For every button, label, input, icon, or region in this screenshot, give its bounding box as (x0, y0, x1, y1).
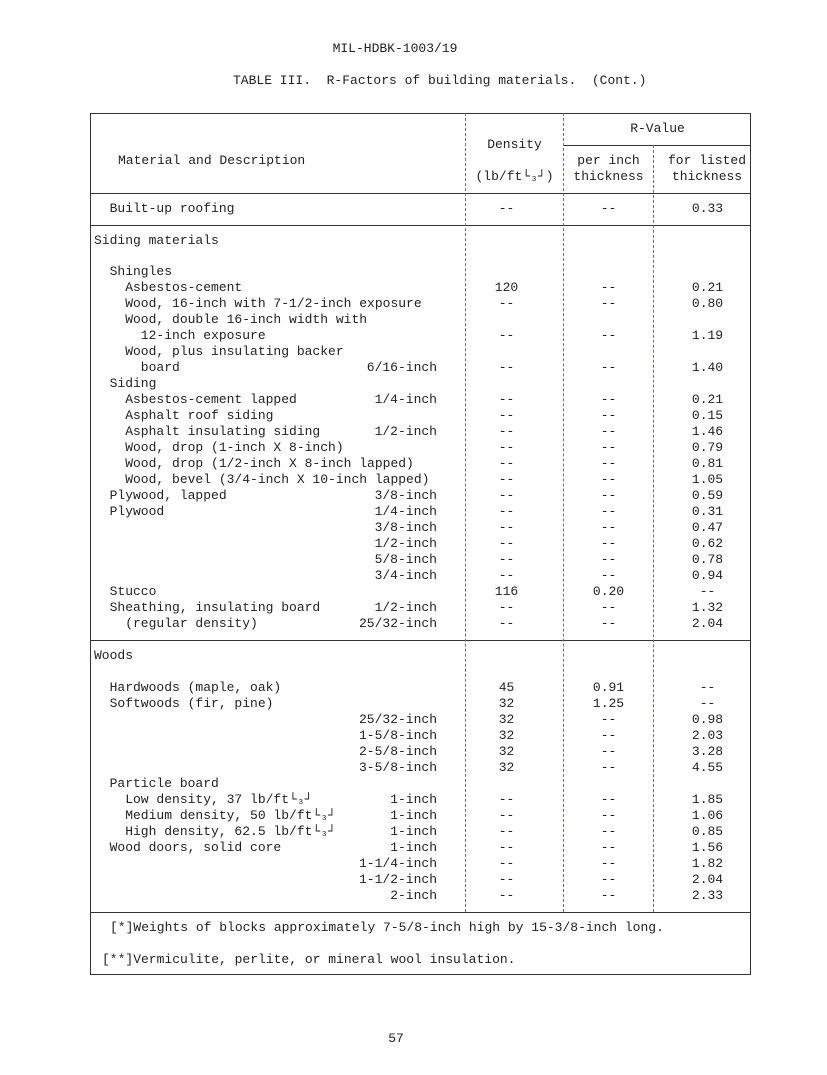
row-per-inch: -- (600, 568, 617, 583)
row-per-inch: -- (600, 712, 617, 727)
row-thickness: 1-inch (390, 824, 437, 839)
row-thickness: 1-1/2-inch (358, 872, 437, 887)
row-per-inch: -- (600, 808, 617, 823)
row-for-listed: 0.62 (691, 536, 724, 551)
row-description: Asphalt insulating siding (94, 424, 321, 439)
row-description: Wood, 16-inch with 7-1/2-inch exposure (94, 296, 422, 311)
row-density: -- (498, 536, 515, 551)
row-description: Built-up roofing (94, 201, 235, 216)
row-description: (regular density) (94, 616, 258, 631)
row-thickness: 3/8-inch (374, 488, 437, 503)
row-for-listed: 2.04 (691, 616, 724, 631)
row-density: -- (498, 520, 515, 535)
header-density-unit: (lb/ft└₃┘) (475, 169, 554, 184)
row-per-inch: -- (600, 456, 617, 471)
row-thickness: 1/2-inch (374, 600, 437, 615)
row-thickness: 1/4-inch (374, 504, 437, 519)
row-thickness: 5/8-inch (374, 552, 437, 567)
row-density: -- (498, 840, 515, 855)
row-description: Particle board (94, 776, 219, 791)
row-density: 32 (498, 712, 515, 727)
row-density: -- (498, 616, 515, 631)
row-thickness: 2-inch (390, 888, 437, 903)
row-for-listed: 1.05 (691, 472, 724, 487)
row-per-inch: -- (600, 856, 617, 871)
header-r-value: R-Value (630, 121, 685, 136)
row-description: Softwoods (fir, pine) (94, 696, 274, 711)
row-density: -- (498, 824, 515, 839)
rvalue-rule (563, 145, 751, 146)
row-per-inch: -- (600, 840, 617, 855)
row-density: 32 (498, 728, 515, 743)
row-for-listed: 1.06 (691, 808, 724, 823)
row-for-listed: 0.15 (691, 408, 724, 423)
row-for-listed: 3.28 (691, 744, 724, 759)
row-description: Asbestos-cement (94, 280, 243, 295)
row-density: 45 (498, 680, 515, 695)
row-per-inch: -- (600, 824, 617, 839)
row-for-listed: 0.21 (691, 392, 724, 407)
section-rule-woods (90, 640, 751, 641)
row-for-listed: 0.59 (691, 488, 724, 503)
header-listed-thickness: thickness (671, 169, 743, 184)
row-per-inch: 0.91 (592, 680, 625, 695)
row-description: Siding materials (94, 233, 219, 248)
row-density: -- (498, 440, 515, 455)
row-per-inch: 0.20 (592, 584, 625, 599)
row-density: -- (498, 568, 515, 583)
row-density: -- (498, 600, 515, 615)
row-for-listed: 1.46 (691, 424, 724, 439)
row-per-inch: -- (600, 760, 617, 775)
row-for-listed: 0.98 (691, 712, 724, 727)
row-thickness: 25/32-inch (358, 712, 437, 727)
row-density: -- (498, 472, 515, 487)
row-description: Siding (94, 376, 157, 391)
row-description: Wood, drop (1-inch X 8-inch) (94, 440, 344, 455)
row-description: Asphalt roof siding (94, 408, 274, 423)
row-density: -- (498, 360, 515, 375)
row-description: Wood, drop (1/2-inch X 8-inch lapped) (94, 456, 414, 471)
row-density: -- (498, 792, 515, 807)
row-for-listed: 1.85 (691, 792, 724, 807)
row-description: board (94, 360, 180, 375)
row-for-listed: 2.03 (691, 728, 724, 743)
row-thickness: 1/2-inch (374, 424, 437, 439)
row-for-listed: -- (699, 584, 716, 599)
row-density: 32 (498, 744, 515, 759)
table-title: TABLE III. R-Factors of building materials. (Cont.) (233, 73, 647, 88)
row-description: Asbestos-cement lapped (94, 392, 297, 407)
row-density: -- (498, 552, 515, 567)
header-density: Density (487, 137, 542, 152)
row-per-inch: -- (600, 504, 617, 519)
row-description: Low density, 37 lb/ft└₃┘ (94, 792, 313, 807)
row-description: Shingles (94, 264, 173, 279)
row-for-listed: 0.31 (691, 504, 724, 519)
row-per-inch: -- (600, 440, 617, 455)
row-description: Medium density, 50 lb/ft└₃┘ (94, 808, 336, 823)
row-per-inch: -- (600, 472, 617, 487)
row-per-inch: -- (600, 600, 617, 615)
row-for-listed: 1.82 (691, 856, 724, 871)
row-density: -- (498, 888, 515, 903)
row-for-listed: 0.21 (691, 280, 724, 295)
row-thickness: 1-inch (390, 840, 437, 855)
row-density: 32 (498, 760, 515, 775)
row-thickness: 1-inch (390, 808, 437, 823)
row-per-inch: -- (600, 488, 617, 503)
row-per-inch: -- (600, 360, 617, 375)
table-left-edge (90, 113, 91, 974)
row-per-inch: -- (600, 520, 617, 535)
row-per-inch: -- (600, 424, 617, 439)
header-per-inch-thickness: thickness (573, 169, 644, 184)
row-per-inch: -- (600, 296, 617, 311)
row-per-inch: -- (600, 201, 617, 216)
row-for-listed: 1.32 (691, 600, 724, 615)
row-thickness: 25/32-inch (358, 616, 437, 631)
row-for-listed: 2.33 (691, 888, 724, 903)
table-top-rule (90, 113, 751, 114)
row-per-inch: -- (600, 872, 617, 887)
row-description: High density, 62.5 lb/ft└₃┘ (94, 824, 336, 839)
row-density: -- (498, 392, 515, 407)
row-description: Wood, plus insulating backer (94, 344, 344, 359)
row-per-inch: -- (600, 280, 617, 295)
row-description: Stucco (94, 584, 157, 599)
row-for-listed: 4.55 (691, 760, 724, 775)
row-density: -- (498, 504, 515, 519)
header-per-inch: per inch (577, 153, 640, 168)
header-bottom-rule (90, 193, 751, 194)
row-per-inch: -- (600, 744, 617, 759)
row-for-listed: 0.81 (691, 456, 724, 471)
section-rule-siding (90, 225, 751, 226)
row-for-listed: 0.47 (691, 520, 724, 535)
row-per-inch: -- (600, 392, 617, 407)
row-thickness: 1-1/4-inch (358, 856, 437, 871)
header-material: Material and Description (118, 153, 306, 168)
row-description: Woods (94, 648, 134, 663)
row-for-listed: 0.79 (691, 440, 724, 455)
row-density: -- (498, 201, 515, 216)
row-description: Hardwoods (maple, oak) (94, 680, 282, 695)
row-per-inch: -- (600, 792, 617, 807)
header-for-listed: for listed (667, 153, 746, 168)
row-thickness: 1-inch (390, 792, 437, 807)
row-description: Wood, double 16-inch width with (94, 312, 368, 327)
row-for-listed: 1.56 (691, 840, 724, 855)
row-thickness: 2-5/8-inch (358, 744, 437, 759)
row-description: Plywood, lapped (94, 488, 227, 503)
row-thickness: 6/16-inch (366, 360, 437, 375)
footnote-rule (90, 912, 751, 913)
row-per-inch: 1.25 (592, 696, 625, 711)
row-thickness: 1-5/8-inch (358, 728, 437, 743)
row-per-inch: -- (600, 888, 617, 903)
row-density: -- (498, 408, 515, 423)
row-per-inch: -- (600, 328, 617, 343)
row-density: -- (498, 808, 515, 823)
footnote-blocks: [*]Weights of blocks approximately 7-5/8-inch high by 15-3/8-inch long. (110, 920, 664, 935)
row-density: -- (498, 296, 515, 311)
row-description: 12-inch exposure (94, 328, 266, 343)
footnote-insulation: [**]Vermiculite, perlite, or mineral wool insulation. (102, 952, 516, 967)
row-for-listed: -- (699, 680, 716, 695)
row-for-listed: 0.80 (691, 296, 724, 311)
row-per-inch: -- (600, 728, 617, 743)
row-for-listed: 1.19 (691, 328, 724, 343)
row-for-listed: 0.94 (691, 568, 724, 583)
row-thickness: 1/4-inch (374, 392, 437, 407)
row-density: -- (498, 856, 515, 871)
row-thickness: 1/2-inch (374, 536, 437, 551)
document-id: MIL-HDBK-1003/19 (332, 41, 458, 56)
row-for-listed: 0.85 (691, 824, 724, 839)
row-description: Wood doors, solid core (94, 840, 282, 855)
row-for-listed: 0.78 (691, 552, 724, 567)
row-per-inch: -- (600, 408, 617, 423)
row-density: 116 (494, 584, 519, 599)
row-density: 32 (498, 696, 515, 711)
row-density: -- (498, 872, 515, 887)
row-for-listed: 2.04 (691, 872, 724, 887)
row-density: -- (498, 456, 515, 471)
row-density: 120 (494, 280, 519, 295)
row-description: Sheathing, insulating board (94, 600, 321, 615)
row-for-listed: 1.40 (691, 360, 724, 375)
row-density: -- (498, 424, 515, 439)
row-thickness: 3-5/8-inch (358, 760, 437, 775)
row-description: Plywood (94, 504, 165, 519)
row-per-inch: -- (600, 552, 617, 567)
table-bottom-rule (90, 974, 751, 975)
row-for-listed: 0.33 (691, 201, 724, 216)
page-number: 57 (388, 1031, 404, 1046)
row-thickness: 3/4-inch (374, 568, 437, 583)
row-for-listed: -- (699, 696, 716, 711)
row-description: Wood, bevel (3/4-inch X 10-inch lapped) (94, 472, 430, 487)
row-thickness: 3/8-inch (374, 520, 437, 535)
row-per-inch: -- (600, 616, 617, 631)
row-density: -- (498, 328, 515, 343)
row-density: -- (498, 488, 515, 503)
row-per-inch: -- (600, 536, 617, 551)
